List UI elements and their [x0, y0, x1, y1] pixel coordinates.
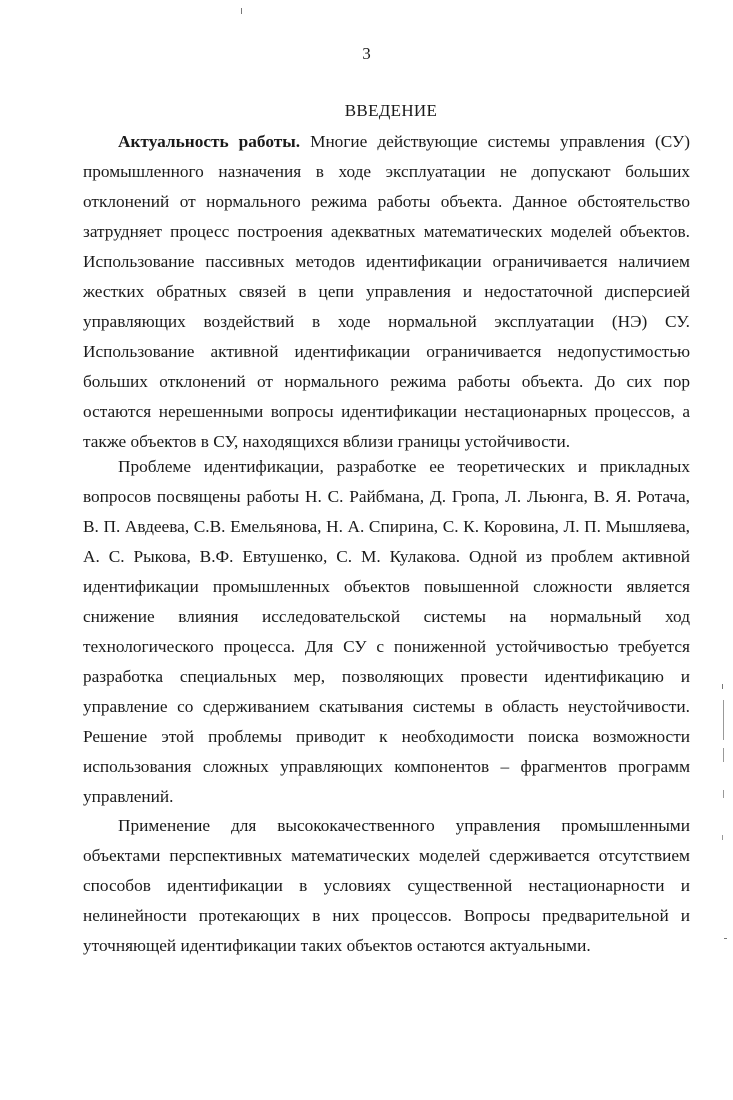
- paragraph-researchers: Проблеме идентификации, разработке ее теоретических и прикладных вопросов посвящены работы Н. С. Райбмана, Д. Гропа, Л. Льюнга, В. Я. Ротача, В. П. Авдеева, С.В. Емельянова, Н. А. Спирина, С. К. Коровина, Л. П. Мышляева, А. С. Рыкова, В.Ф. Евтушенко, С. М. Кулакова. Одной из проблем активной идентификации промышленных объектов повышенной сложности является снижение влияния исследовательской системы на нормальный ход технологического процесса. Для СУ с пониженной устойчивостью требуется разработка специальных мер, позволяющих провести идентификацию и управление со сдерживанием скатывания системы в область неустойчивости. Решение этой проблемы приводит к необходимости поиска возможности использования сложных управляющих компонентов – фрагментов программ управлений.: [83, 457, 690, 806]
- paragraph-text: Многие действующие системы управления (СУ) промышленного назначения в ходе эксплуатации не допускают больших отклонений от нормального режима работы объекта. Данное обстоятельство затрудняет процесс построения адекватных математических моделей объектов. Использование пассивных методов идентификации ограничивается наличием жестких обратных связей в цепи управления и недостаточной дисперсией управляющих воздействий в ходе нормальной эксплуатации (НЭ) СУ. Использование активной идентификации ограничивается недопустимостью больших отклонений от нормального режима работы объекта. До сих пор остаются нерешенными вопросы идентификации нестационарных процессов, а также объектов в СУ, находящихся вблизи границы устойчивости.: [83, 132, 690, 451]
- paragraph-application: Применение для высококачественного управления промышленными объектами перспективных математических моделей сдерживается отсутствием способов идентификации в условиях существенной нестационарности и нелинейности протекающих в них процессов. Вопросы предварительной и уточняющей идентификации таких объектов остаются актуальными.: [83, 816, 690, 955]
- scan-mark: [722, 835, 723, 840]
- scan-mark: [722, 684, 723, 689]
- scan-mark: [241, 8, 242, 14]
- paragraph-relevance: [83, 127, 690, 457]
- scan-mark: [723, 700, 724, 740]
- scan-mark: [724, 938, 727, 939]
- section-heading: ВВЕДЕНИЕ: [344, 101, 438, 120]
- scan-mark: [723, 790, 724, 798]
- page-number: 3: [362, 44, 371, 63]
- scan-mark: [723, 748, 724, 762]
- paragraph-lead: Актуальность работы.: [118, 132, 301, 151]
